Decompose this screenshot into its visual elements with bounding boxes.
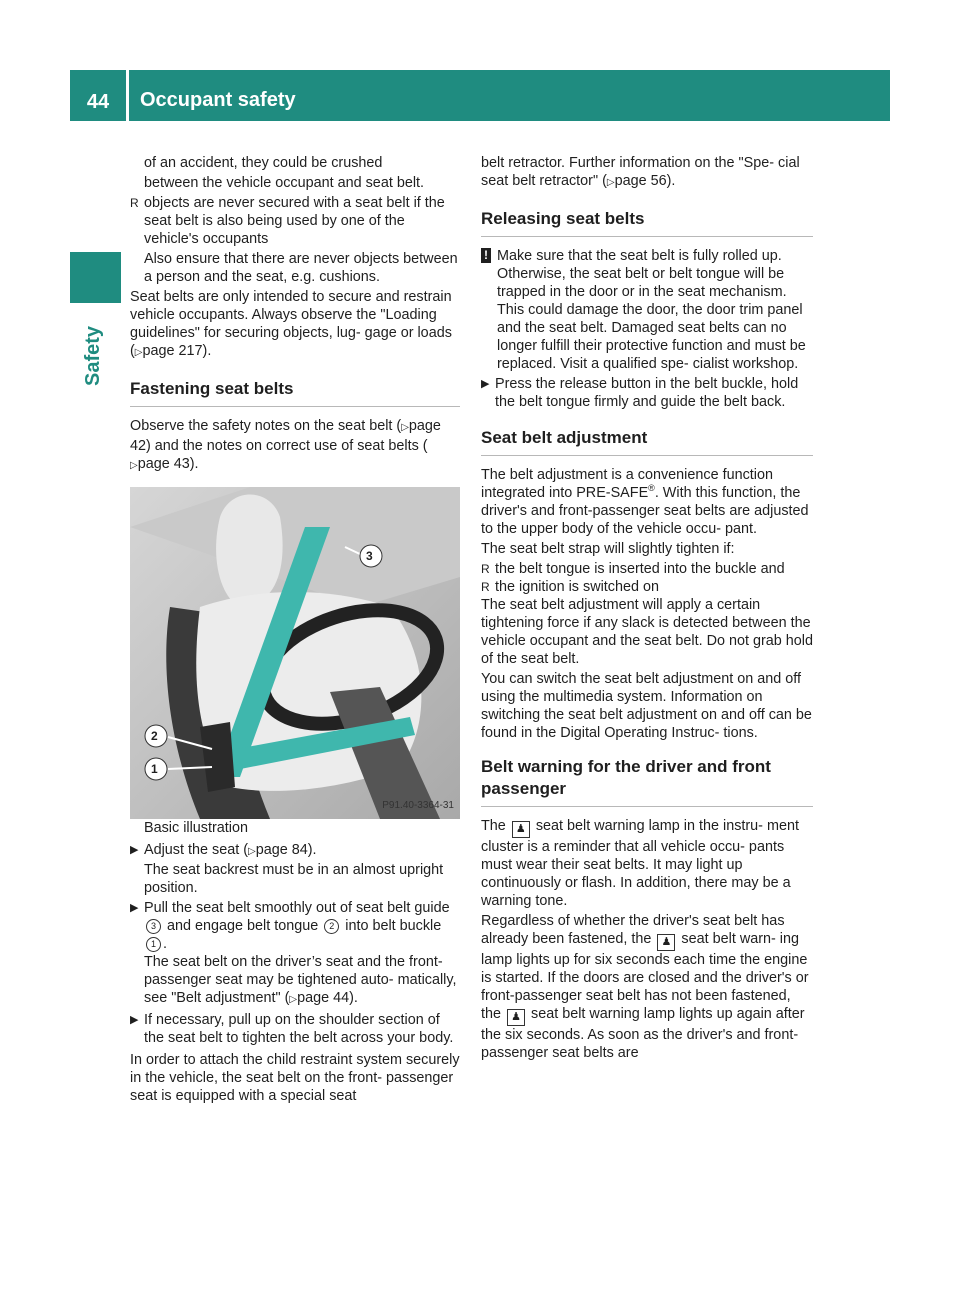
page-ref-arrow-icon: ▷ — [130, 460, 138, 471]
warning-note: ! Make sure that the seat belt is fully rolled up. Otherwise, the seat belt or belt tongue will be trapped in the door or in the seat mechanism. This could damage the door, the door trim panel and the seat belt. Damaged seat belts can no longer fulfill their protective function and must be replaced. Visit a qualified spe- cialist workshop. — [481, 247, 813, 373]
paragraph: The seat belt strap will slightly tighten if: — [481, 541, 735, 557]
page-title: Occupant safety — [140, 89, 296, 111]
step-arrow-icon: ▶ — [481, 378, 490, 390]
heading-adjustment: Seat belt adjustment — [481, 427, 813, 456]
step-item: ▶ Press the release button in the belt buckle, hold the belt tongue firmly and guide the belt back. — [481, 376, 799, 410]
list-item-text: objects are never secured with a seat belt if the seat belt is also being used by one of the vehicle's occupants — [144, 195, 445, 247]
list-item — [130, 194, 460, 248]
page-ref-arrow-icon: ▷ — [401, 422, 409, 433]
callout-3: 3 — [366, 549, 373, 563]
step-item: ▶ Pull the seat belt smoothly out of seat belt guide 3 and engage belt tongue 2 into belt buckle 1 . The seat belt on the driver’s seat and the front-passenger seat may be tightened auto- matically, see "Belt adjustment" (▷page 44). — [130, 900, 457, 1006]
paragraph: belt retractor. Further information on the "Spe- cial seat belt retractor" (▷page 56). — [481, 155, 800, 189]
paragraph: You can switch the seat belt adjustment on and off using the multimedia system. Information on switching the seat belt adjustment on and off can be found in the Digital Operating Instruc- tions. — [481, 671, 812, 741]
page-ref-link[interactable]: page 44). — [297, 990, 358, 1006]
seatbelt-illustration — [130, 487, 460, 819]
seatbelt-warning-icon: ♟ — [507, 1009, 525, 1026]
step-arrow-icon: ▶ — [130, 844, 139, 856]
page-ref-arrow-icon: ▷ — [134, 347, 143, 358]
page-ref-link[interactable]: page 43). — [137, 456, 199, 472]
heading-belt-warning: Belt warning for the driver and front passenger — [481, 756, 813, 807]
bullet-icon: R — [481, 580, 490, 594]
bullet-icon: R — [481, 562, 490, 576]
right-column — [481, 154, 813, 1064]
figure-caption: Basic illustration — [144, 820, 248, 836]
header-divider — [126, 70, 129, 121]
step-arrow-icon: ▶ — [130, 1014, 139, 1026]
step-item: ▶ If necessary, pull up on the shoulder section of the seat belt to tighten the belt across your body. — [130, 1012, 454, 1046]
page-number: 44 — [86, 91, 110, 113]
page-ref-link[interactable]: page 56). — [614, 173, 676, 189]
section-tab — [70, 252, 121, 303]
section-label-text: Safety — [82, 325, 104, 386]
left-column — [130, 154, 460, 1107]
page-ref-link[interactable]: page 217). — [142, 343, 212, 359]
page-ref-arrow-icon: ▷ — [289, 994, 298, 1005]
paragraph: In order to attach the child restraint system securely in the vehicle, the seat belt on the front- passenger seat is equipped with a special seat — [130, 1052, 460, 1104]
list-item: R the ignition is switched on — [481, 579, 659, 595]
page-ref-arrow-icon: ▷ — [606, 177, 615, 188]
page-ref-link[interactable]: page 42) and the notes on correct use of seat belts ( — [130, 418, 441, 454]
heading-releasing: Releasing seat belts — [481, 208, 813, 237]
callout-ref-2: 2 — [324, 919, 339, 934]
callout-1: 1 — [151, 762, 158, 776]
intro-line-2: between the vehicle occupant and seat belt. — [144, 175, 425, 191]
callout-ref-1: 1 — [146, 937, 161, 952]
paragraph: Seat belts are only intended to secure and restrain vehicle occupants. Always observe the "Loading guidelines" for securing objects, lug- gage or loads (▷page 217). — [130, 289, 452, 359]
seatbelt-illustration-graphic — [130, 487, 460, 819]
seatbelt-warning-icon: ♟ — [512, 821, 530, 838]
paragraph: The belt adjustment is a convenience function integrated into PRE-SAFE®. With this function, the driver's and front-passenger seat belts are adjusted to the upper body of the vehicle occu- pant. — [481, 467, 809, 537]
paragraph: Regardless of whether the driver's seat belt has already been fastened, the ♟ seat belt warn- ing lamp lights up for six seconds each time the engine is started. If the doors are closed and the driver's or front-passenger seat belt has not been fastened, the ♟ seat belt warning lamp lights up again after the six seconds. As soon as the driver's and front-passenger seat belts are — [481, 913, 809, 1061]
seatbelt-warning-icon: ♟ — [657, 934, 675, 951]
paragraph: The ♟ seat belt warning lamp in the instru- ment cluster is a reminder that all vehicle occu- pants must wear their seat belts. It may light up continuously or flash. In addition, there may be a warning tone. — [481, 818, 799, 909]
exclamation-icon: ! — [481, 248, 491, 263]
paragraph: The seat belt adjustment will apply a certain tightening force if any slack is detected between the vehicle occupant and the seat belt. Do not grab hold of the seat belt. — [481, 597, 814, 667]
callout-2: 2 — [151, 729, 158, 743]
paragraph: Observe the safety notes on the seat belt (▷page 42) and the notes on correct use of seat belts ( ▷page 43). — [130, 418, 441, 472]
figure-code: P91.40-3364-31 — [382, 800, 454, 811]
page-ref-arrow-icon: ▷ — [248, 846, 256, 857]
bullet-icon: R — [130, 196, 139, 210]
intro-line-1: of an accident, they could be crushed — [144, 155, 383, 171]
list-item: R the belt tongue is inserted into the buckle and — [481, 561, 785, 577]
bullet-note: Also ensure that there are never objects between a person and the seat, e.g. cushions. — [144, 251, 458, 285]
step-arrow-icon: ▶ — [130, 902, 139, 914]
heading-fastening: Fastening seat belts — [130, 378, 460, 407]
section-label — [60, 318, 130, 388]
page-ref-link[interactable]: page 84). — [255, 842, 317, 858]
callout-ref-3: 3 — [146, 919, 161, 934]
step-item: ▶ Adjust the seat (▷page 84). The seat backrest must be in an almost upright position. — [130, 842, 444, 896]
